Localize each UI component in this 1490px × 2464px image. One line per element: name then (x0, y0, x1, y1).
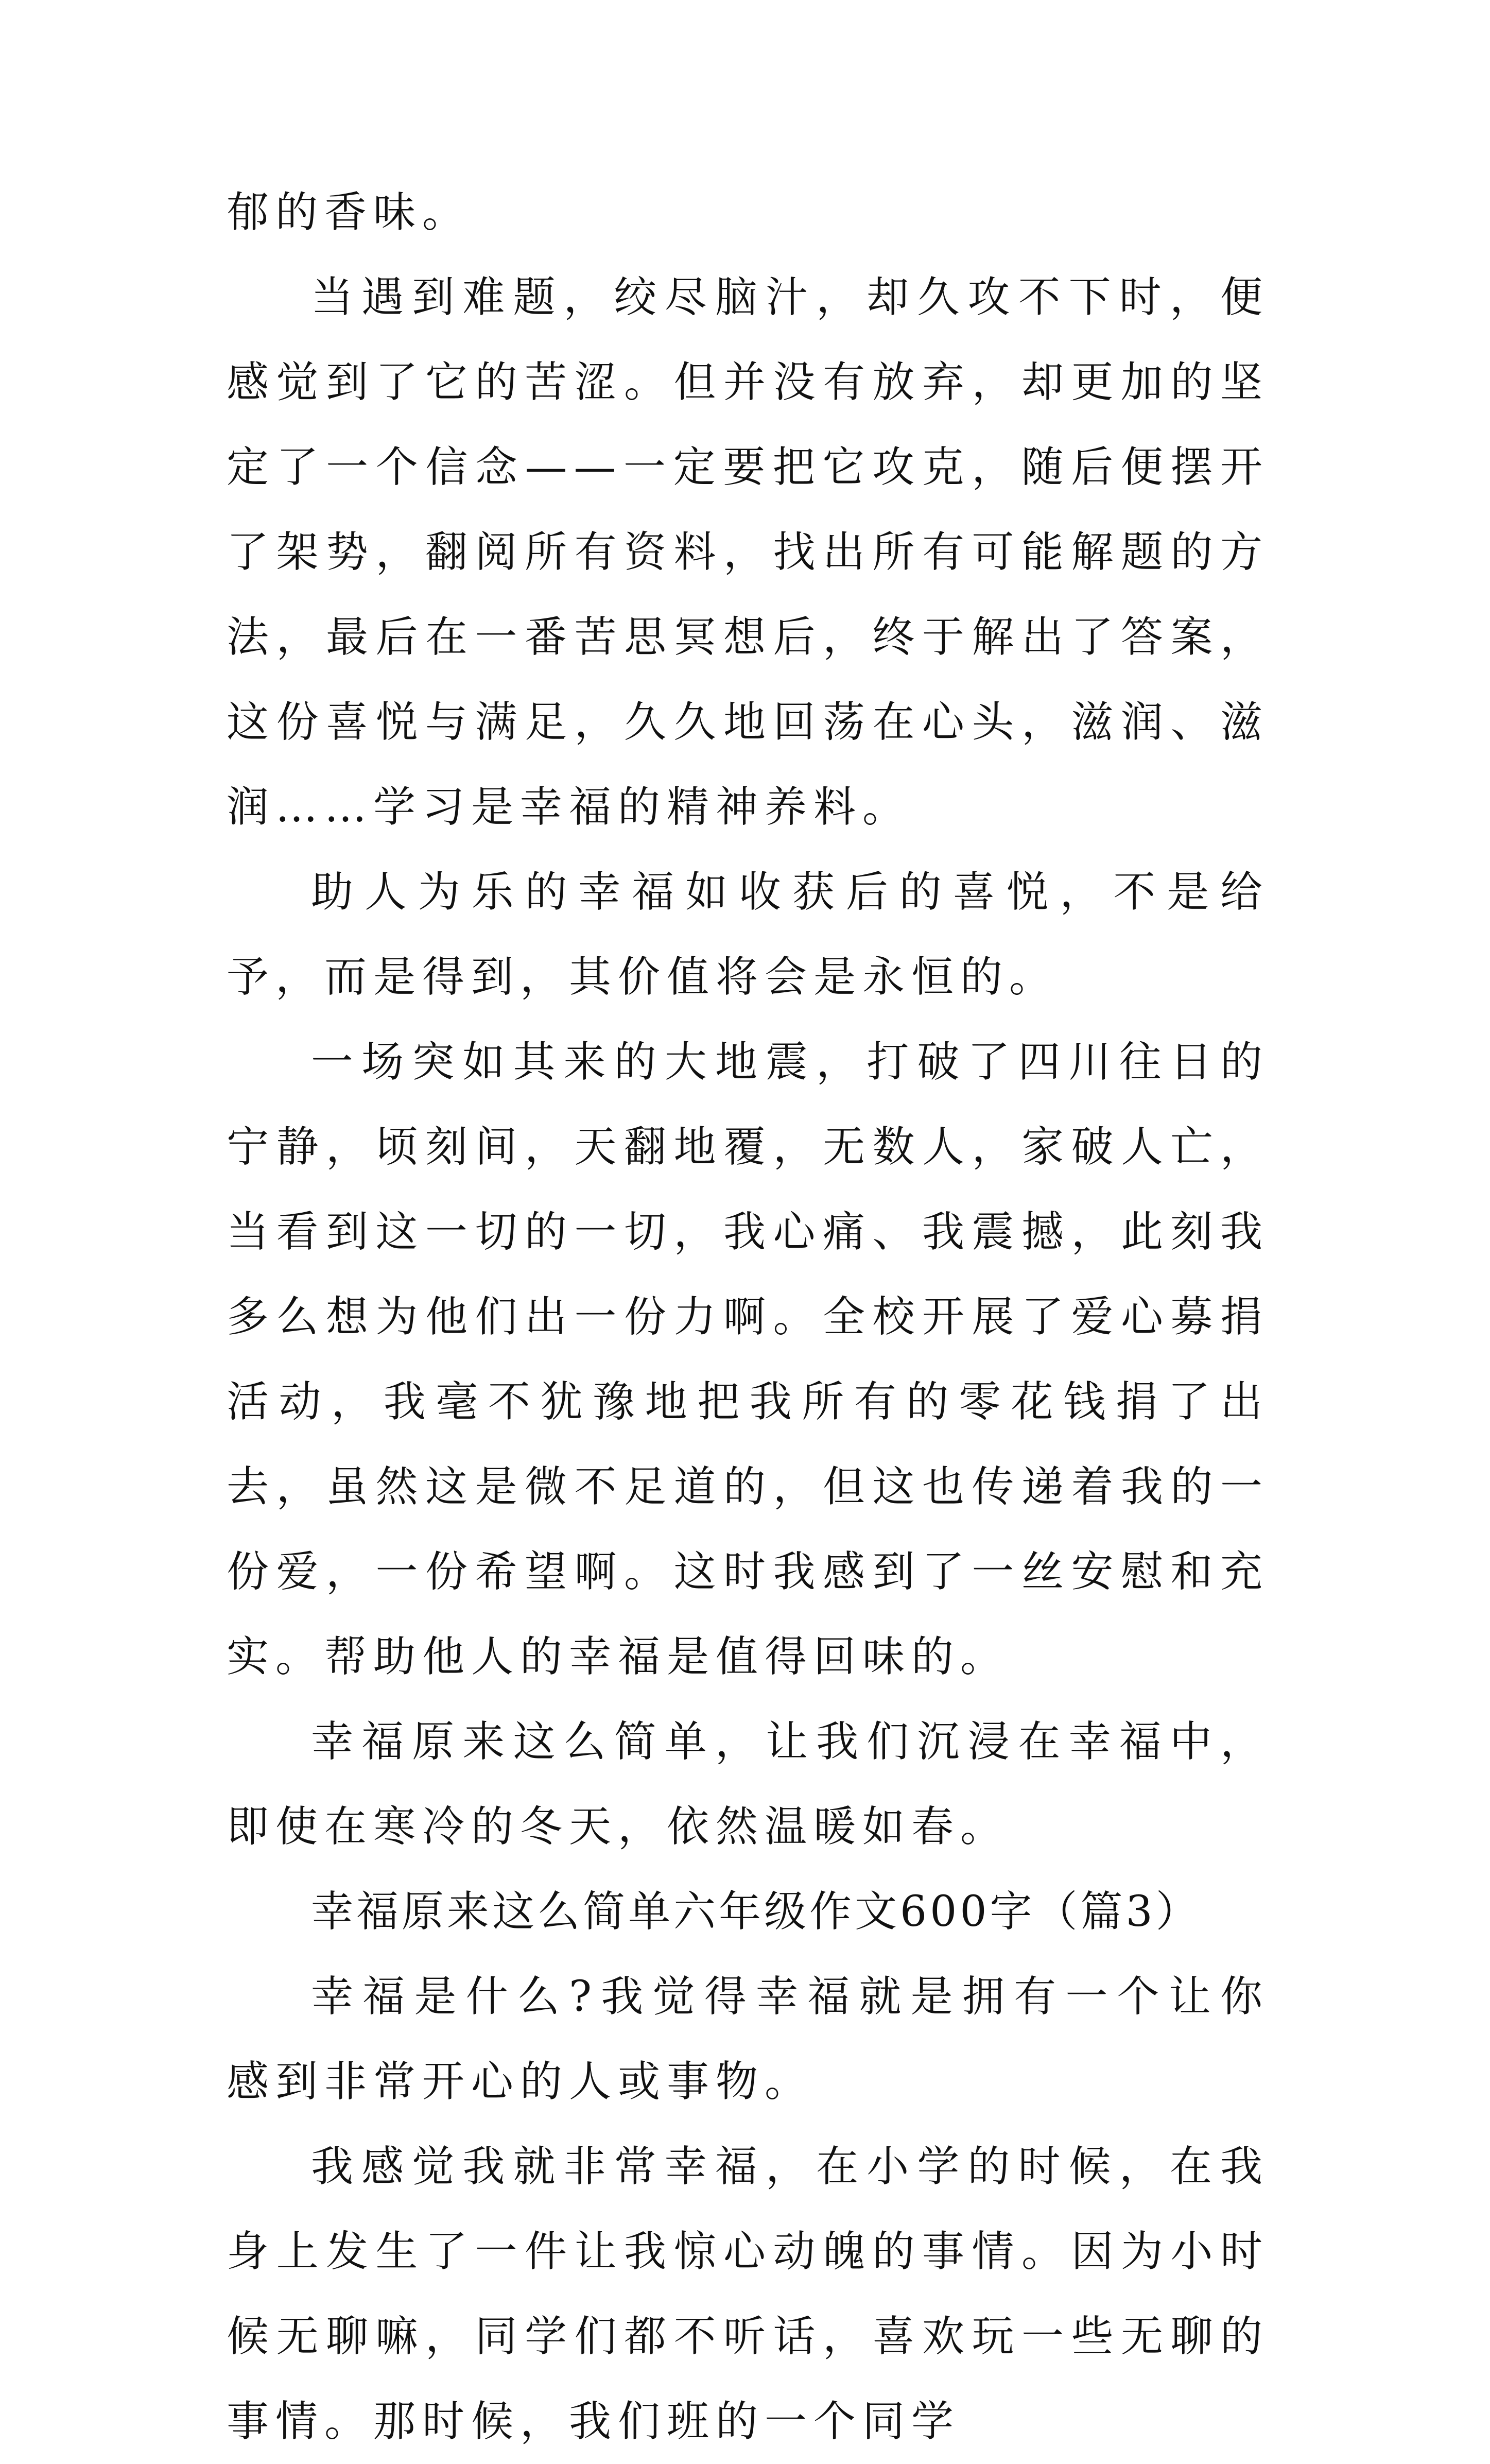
document-body (227, 170, 1269, 2464)
paragraph-earthquake: 一场突如其来的大地震，打破了四川往日的宁静，顷刻间，天翻地覆，无数人，家破人亡，当看到这一切的一切，我心痛、我震撼，此刻我多么想为他们出一份力啊。全校开展了爱心募捐活动，我毫不犹豫地把我所有的零花钱捐了出去，虽然这是微不足道的，但这也传递着我的一份爱，一份希望啊。这时我感到了一丝安慰和充实。帮助他人的幸福是值得回味的。 (227, 1038, 1269, 1681)
paragraph-helping-others: 助人为乐的幸福如收获后的喜悦，不是给予，而是得到，其价值将会是永恒的。 (227, 868, 1269, 1002)
paragraph-what-is-happiness: 幸福是什么?我觉得幸福就是拥有一个让你感到非常开心的人或事物。 (227, 1972, 1269, 2106)
paragraph-conclusion: 幸福原来这么简单，让我们沉浸在幸福中，即使在寒冷的冬天，依然温暖如春。 (227, 1717, 1269, 1851)
paragraph-primary-school: 我感觉我就非常幸福，在小学的时候，在我身上发生了一件让我惊心动魄的事情。因为小时候无聊嘛，同学们都不听话，喜欢玩一些无聊的事情。那时候，我们班的一个同学 (227, 2142, 1269, 2446)
paragraph-continuation: 郁的香味。 (227, 188, 472, 237)
paragraph-study-bitterness: 当遇到难题，绞尽脑汁，却久攻不下时，便感觉到了它的苦涩。但并没有放弃，却更加的坚定了一个信念——一定要把它攻克，随后便摆开了架势，翻阅所有资料，找出所有可能解题的方法，最后在一番苦思冥想后，终于解出了答案，这份喜悦与满足，久久地回荡在心头，滋润、滋润……学习是幸福的精神养料。 (227, 273, 1269, 832)
section-heading: 幸福原来这么简单六年级作文600字（篇3） (311, 1887, 1201, 1936)
